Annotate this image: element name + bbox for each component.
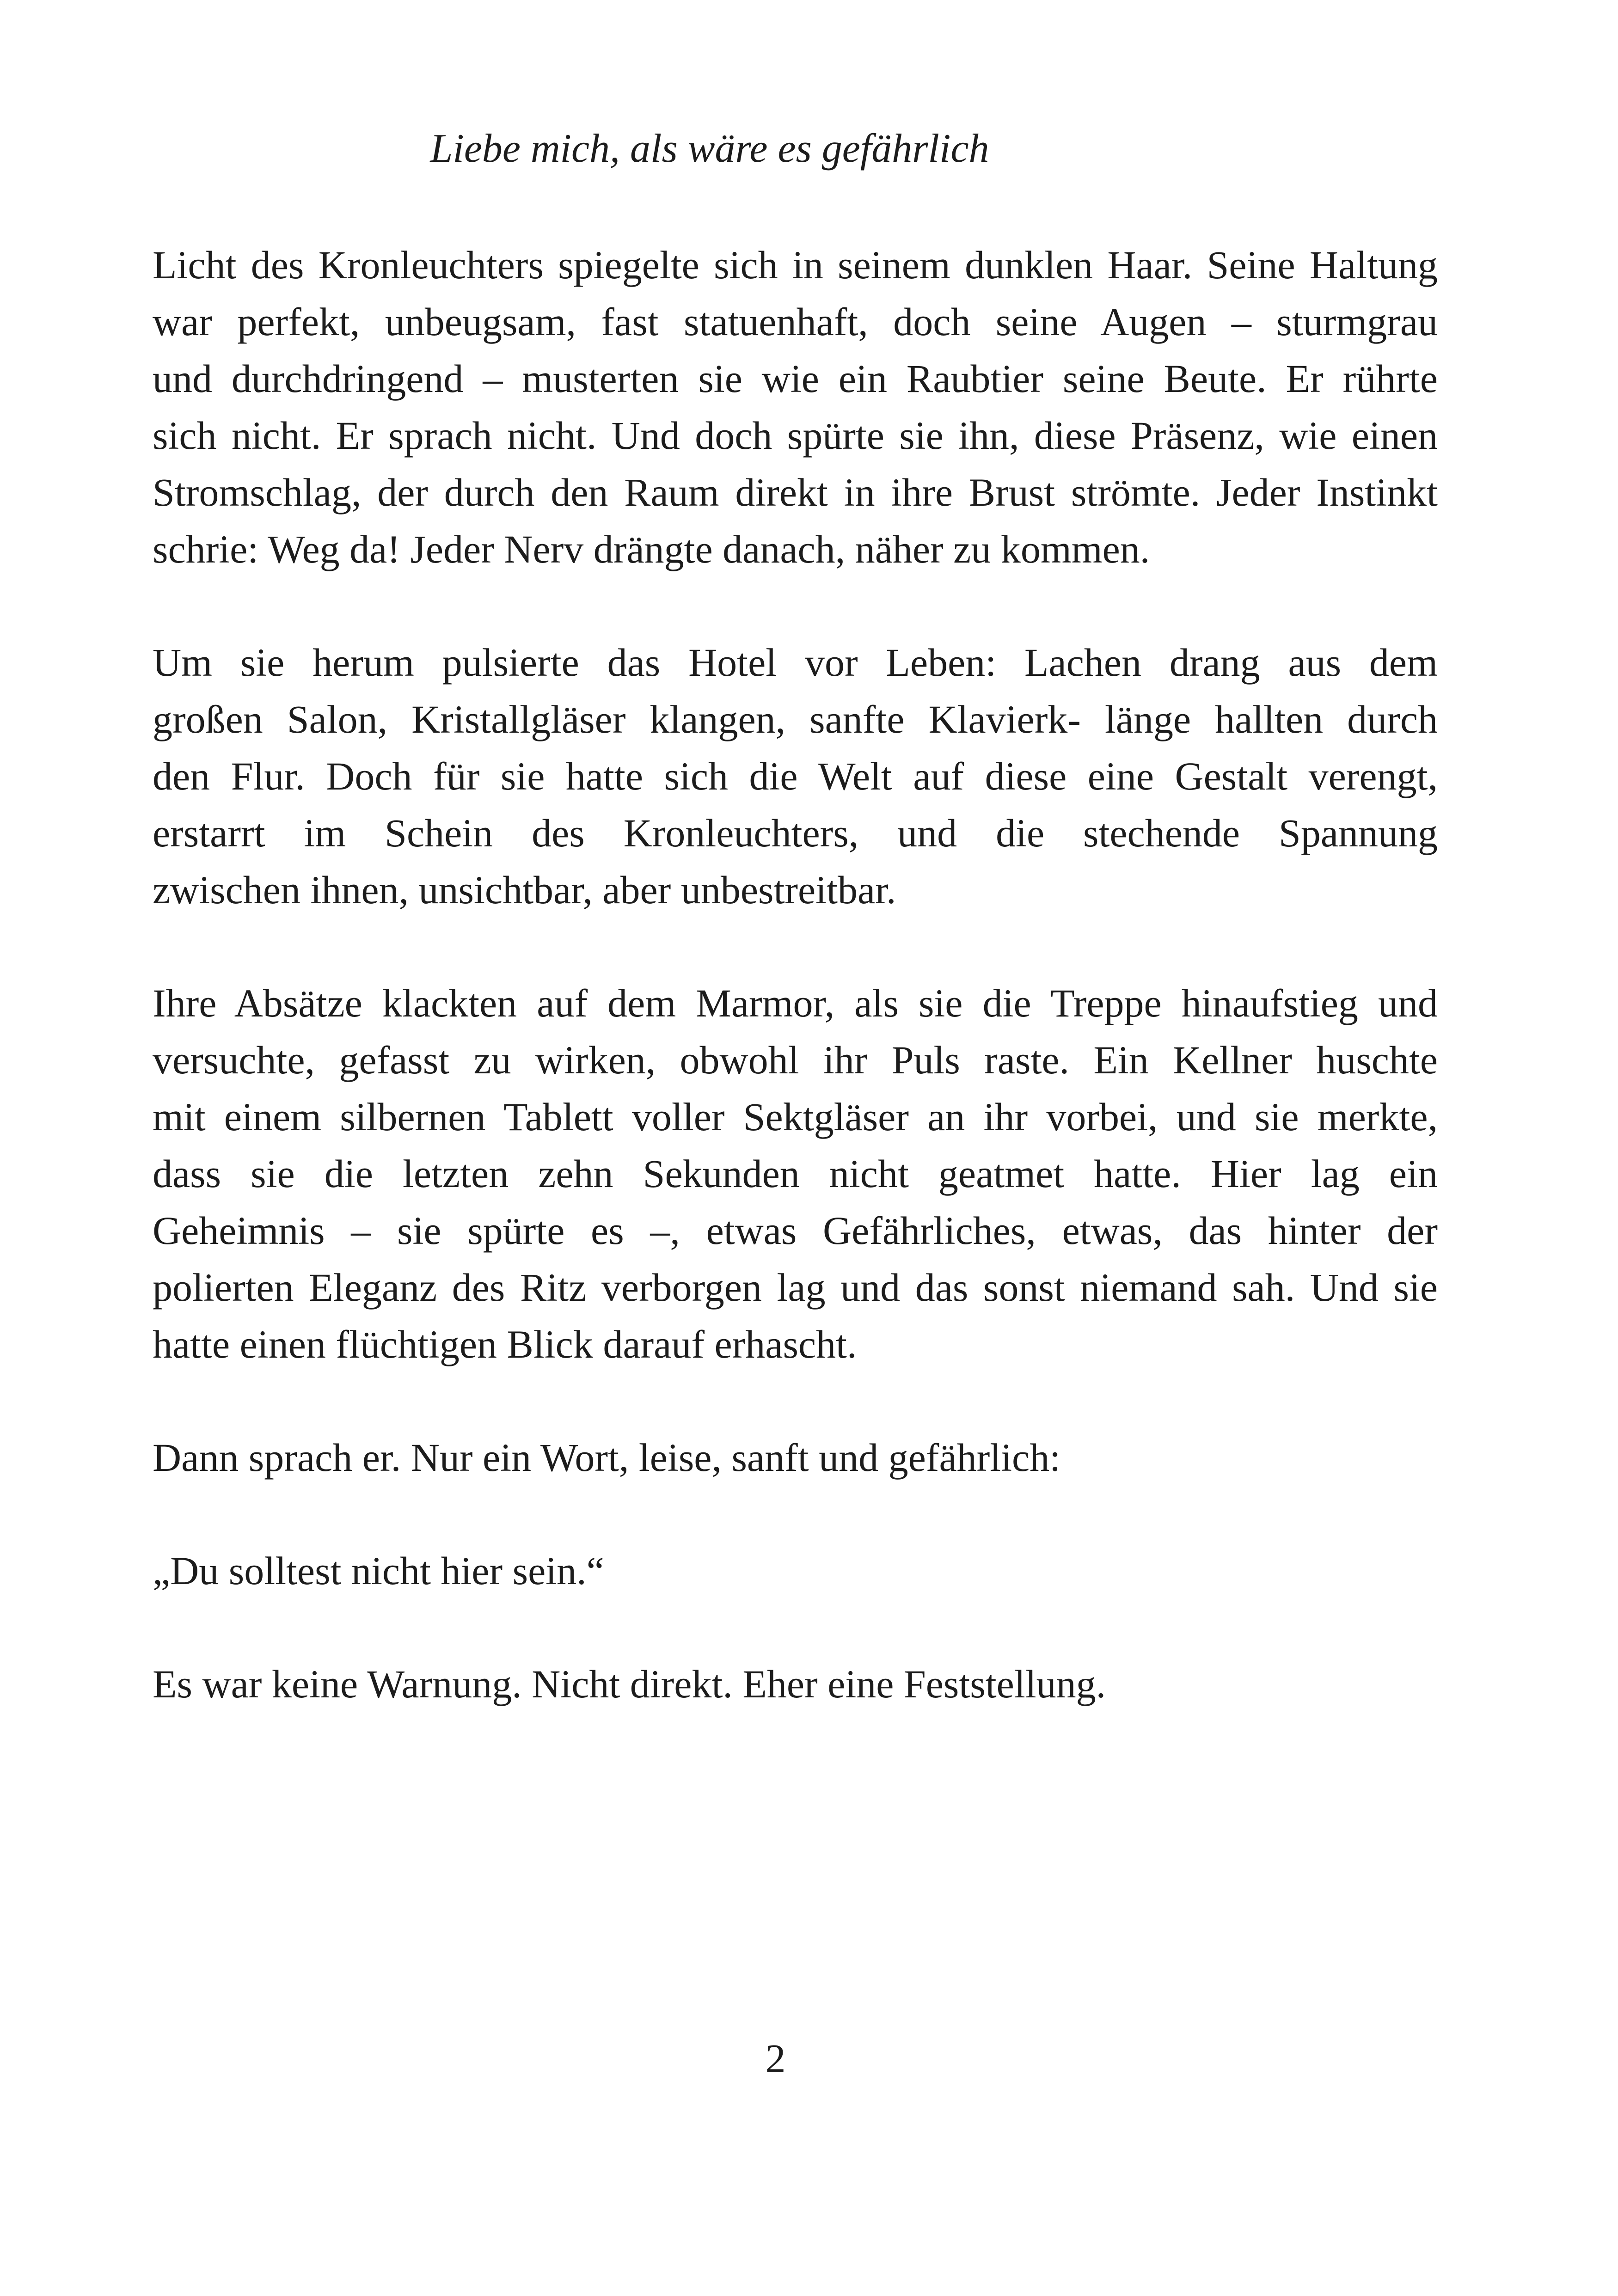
text-line: Ihre Absätze klackten auf dem Marmor, als sie die Treppe hinaufstieg und bbox=[153, 981, 1438, 1025]
paragraph-3 bbox=[153, 975, 1438, 1373]
text-line: „Du solltest nicht hier sein.“ bbox=[153, 1549, 604, 1593]
text-line: dass sie die letzten zehn Sekunden nicht geatmet hatte. Hier lag ein bbox=[153, 1151, 1438, 1196]
text-line: erstarrt im Schein des Kronleuchters, und die stechende Spannung bbox=[153, 811, 1438, 855]
running-header-title: Liebe mich, als wäre es gefährlich bbox=[430, 126, 989, 171]
text-line: und durchdringend – musterten sie wie ein Raubtier seine Beute. Er rührte bbox=[153, 356, 1438, 401]
text-line: hatte einen flüchtigen Blick darauf erhascht. bbox=[153, 1322, 857, 1366]
text-line: Geheimnis – sie spürte es –, etwas Gefährliches, etwas, das hinter der bbox=[153, 1208, 1438, 1253]
text-line: Stromschlag, der durch den Raum direkt in ihre Brust strömte. Jeder Instinkt bbox=[153, 470, 1438, 514]
text-line: Es war keine Warnung. Nicht direkt. Eher eine Feststellung. bbox=[153, 1662, 1106, 1706]
text-line: Um sie herum pulsierte das Hotel vor Leben: Lachen drang aus dem bbox=[153, 640, 1438, 685]
paragraph-2 bbox=[153, 634, 1438, 918]
text-line: versuchte, gefasst zu wirken, obwohl ihr Puls raste. Ein Kellner huschte bbox=[153, 1038, 1438, 1082]
text-line: mit einem silbernen Tablett voller Sektgläser an ihr vorbei, und sie merkte, bbox=[153, 1095, 1438, 1139]
text-line: schrie: Weg da! Jeder Nerv drängte danach, näher zu kommen. bbox=[153, 527, 1150, 571]
text-line: zwischen ihnen, unsichtbar, aber unbestreitbar. bbox=[153, 868, 896, 912]
text-line: Dann sprach er. Nur ein Wort, leise, sanft und gefährlich: bbox=[153, 1435, 1061, 1480]
paragraph-5-dialogue bbox=[153, 1543, 1438, 1599]
body-text bbox=[153, 237, 1438, 1769]
text-line: polierten Eleganz des Ritz verborgen lag und das sonst niemand sah. Und sie bbox=[153, 1265, 1438, 1310]
text-line: war perfekt, unbeugsam, fast statuenhaft, doch seine Augen – sturmgrau bbox=[153, 300, 1438, 344]
text-line: Licht des Kronleuchters spiegelte sich in seinem dunklen Haar. Seine Haltung bbox=[153, 243, 1438, 287]
text-line: großen Salon, Kristallgläser klangen, sanfte Klavierk- länge hallten durch bbox=[153, 697, 1438, 741]
paragraph-4 bbox=[153, 1429, 1438, 1486]
paragraph-6 bbox=[153, 1656, 1438, 1713]
page-number: 2 bbox=[765, 2037, 786, 2082]
paragraph-1 bbox=[153, 237, 1438, 578]
text-line: sich nicht. Er sprach nicht. Und doch spürte sie ihn, diese Präsenz, wie einen bbox=[153, 413, 1438, 458]
text-line: den Flur. Doch für sie hatte sich die Welt auf diese eine Gestalt verengt, bbox=[153, 754, 1438, 798]
